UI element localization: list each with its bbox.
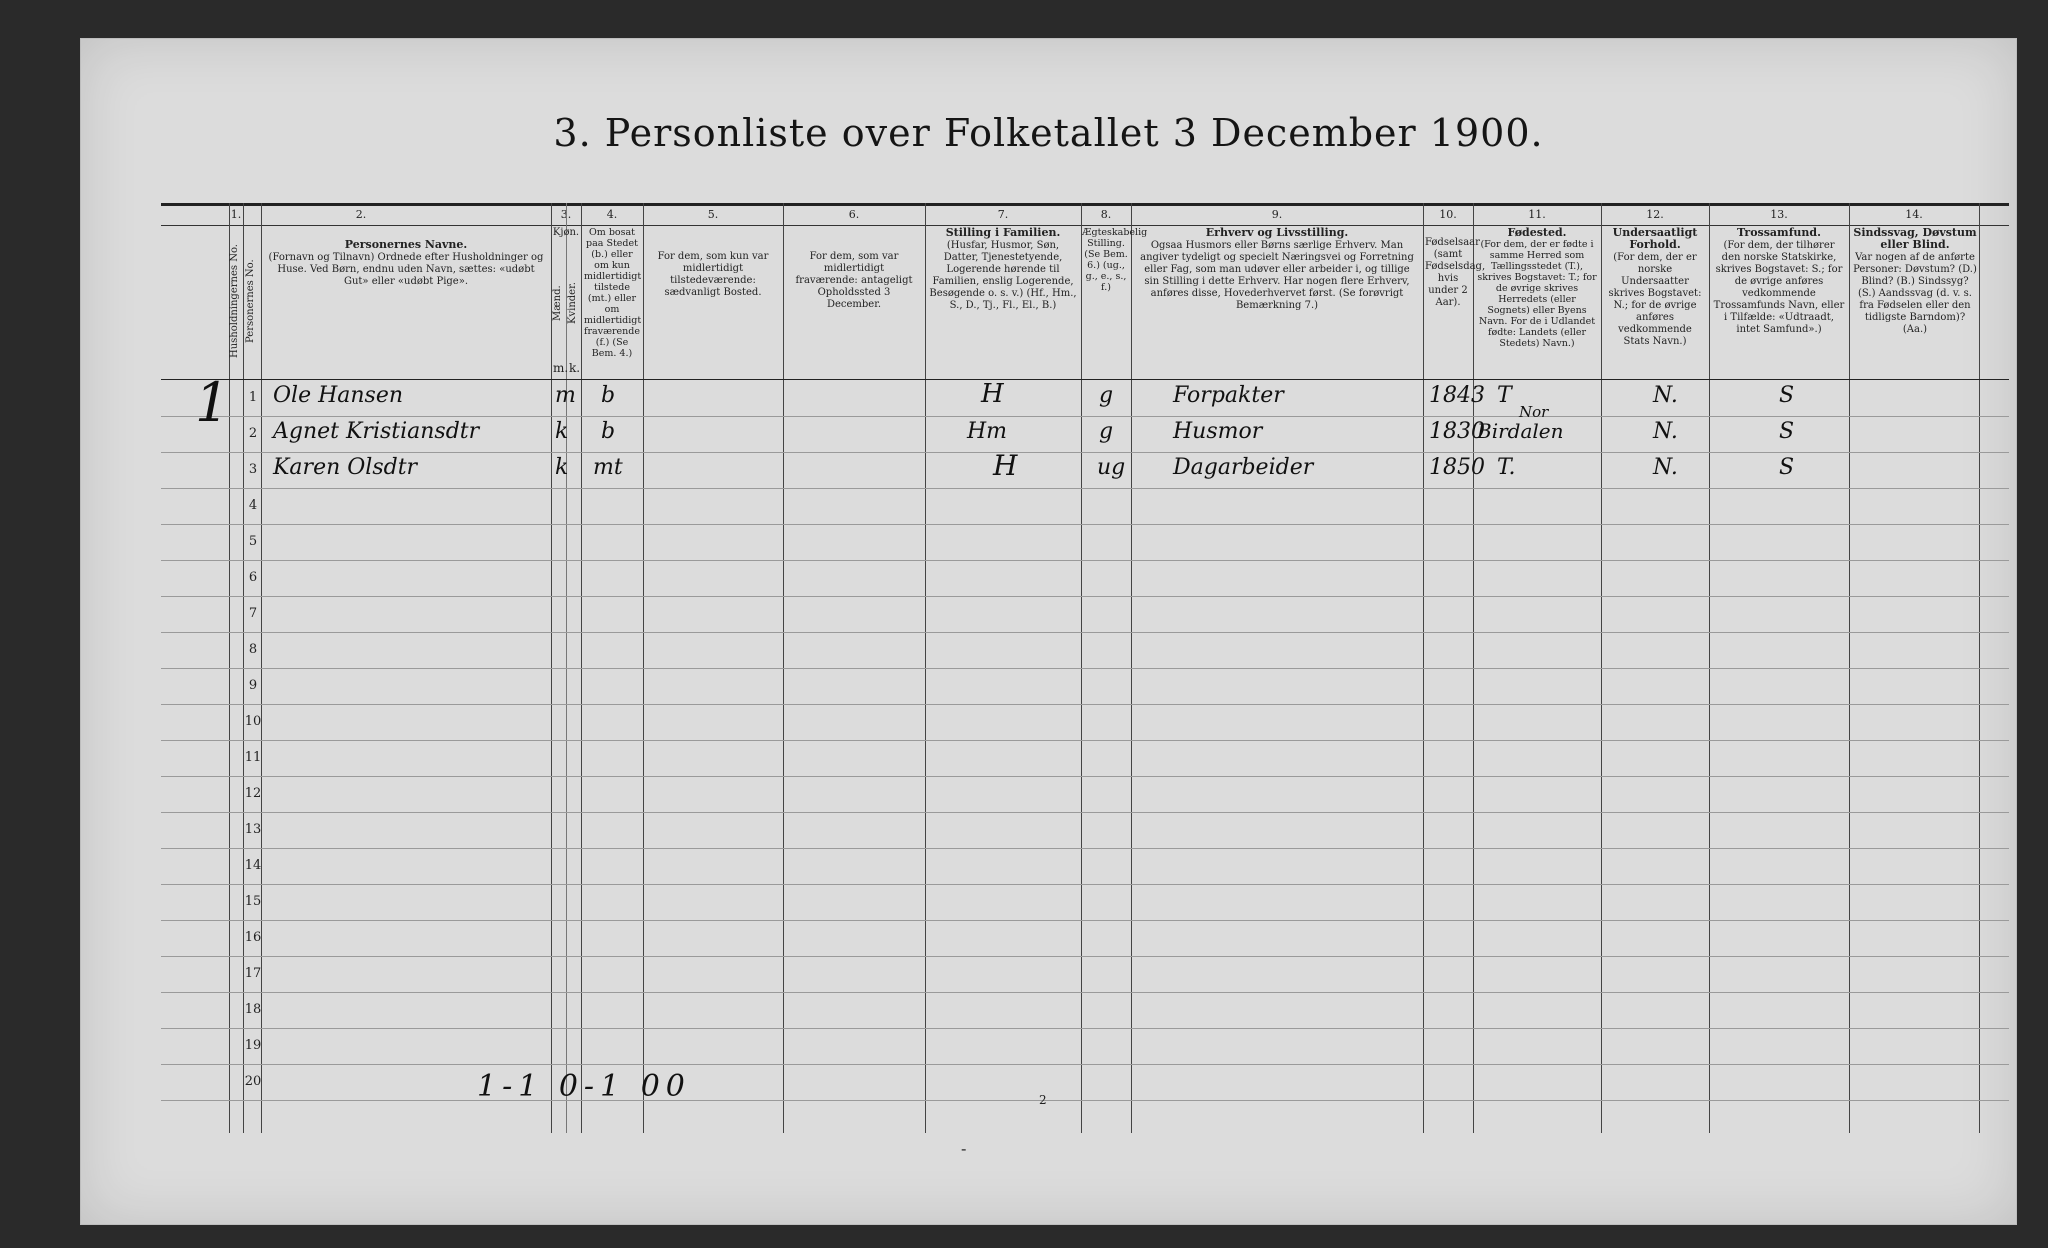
col-num-7: 7. xyxy=(997,208,1009,221)
col-num-6: 6. xyxy=(848,208,860,221)
person-1-birth-year: 1843 xyxy=(1429,383,1485,408)
header-family-title: Stilling i Familien. xyxy=(945,226,1061,239)
person-2-birth-year: 1830 xyxy=(1429,419,1485,444)
header-residence: Om bosat paa Stedet (b.) eller om kun midlertidigt tilstede (mt.) eller om midlertidigt fraværende (f.) (Se Bem. 4.) xyxy=(584,227,642,359)
person-2-name: Agnet Kristiansdtr xyxy=(273,419,480,444)
header-person-no: Personernes No. xyxy=(245,259,256,343)
row-number: 3 xyxy=(248,462,258,477)
person-2-sex: k xyxy=(555,419,569,444)
tally-marks: 1-1 0-1 00 xyxy=(477,1069,691,1104)
table-row xyxy=(161,704,2009,741)
row-number: 18 xyxy=(244,1002,262,1017)
person-2-birthplace-note: Nor xyxy=(1519,403,1549,421)
person-1-marital: g xyxy=(1099,383,1114,408)
person-3-residence: mt xyxy=(593,455,623,480)
header-sex-male: Mænd. xyxy=(552,285,563,321)
row-number: 8 xyxy=(248,642,258,657)
person-2-marital: g xyxy=(1099,419,1114,444)
row-number: 1 xyxy=(248,390,258,405)
col-num-8: 8. xyxy=(1100,208,1112,221)
row-number: 2 xyxy=(248,426,258,441)
row-number: 13 xyxy=(244,822,262,837)
person-3-name: Karen Olsdtr xyxy=(273,455,418,480)
header-disability-body: Var nogen af de anførte Personer: Døvstum? (D.) Blind? (B.) Sindssyg? (S.) Aandssvag (d. v. s. fra Fødselen eller den tidligste Barndom)? (Aa.) xyxy=(1853,252,1977,335)
table-row xyxy=(161,920,2009,957)
table-row xyxy=(161,776,2009,813)
table-row xyxy=(161,524,2009,561)
table-row xyxy=(161,812,2009,849)
header-faith-body: (For dem, der tilhører den norske Statskirke, skrives Bogstavet: S.; for de øvrige anføres vedkommende Trossamfunds Navn, eller i Tilfælde: «Udtraadt, intet Samfund».) xyxy=(1713,240,1845,335)
table-row xyxy=(161,848,2009,885)
person-3-birth-year: 1850 xyxy=(1429,455,1485,480)
header-absent-location: For dem, som var midlertidigt fraværende: antageligt Opholdssted 3 December. xyxy=(795,251,913,310)
table-row xyxy=(161,740,2009,777)
header-family-position xyxy=(929,227,1077,377)
person-1-faith: S xyxy=(1779,383,1795,408)
table-row xyxy=(161,380,2009,417)
census-table xyxy=(161,203,2009,1133)
header-birthplace-body: (For dem, der er fødte i samme Herred som Tællingsstedet (T.), skrives Bogstavet: T.; for de øvrige skrives Herredets (eller Sognets) eller Byens Navn. For de i Udlandet fødte: Landets (eller Stedets) Navn.) xyxy=(1477,239,1597,349)
header-occupation-body: Ogsaa Husmors eller Børns særlige Erhverv. Man angiver tydeligt og specielt Næringsvei og Forretning eller Fag, som man udøver eller arbeider i, og tillige sin Stilling i dette Erhverv. Har nogen flere Erhverv, anføres disse, Hovederhvervet først. (Se forøvrigt Bemærkning 7.) xyxy=(1140,240,1414,311)
col-num-13: 13. xyxy=(1770,208,1788,221)
person-2-faith: S xyxy=(1779,419,1795,444)
table-row xyxy=(161,560,2009,597)
row-number: 9 xyxy=(248,678,258,693)
header-occupation-title: Erhverv og Livsstilling. xyxy=(1205,226,1349,239)
header-names-body: (Fornavn og Tilnavn) Ordnede efter Husholdninger og Huse. Ved Børn, endnu uden Navn, sættes: «udøbt Gut» eller «udøbt Pige». xyxy=(268,252,544,287)
header-birth-year: Fødselsaar (samt Fødselsdag, hvis under 2 Aar). xyxy=(1425,237,1486,308)
person-3-faith: S xyxy=(1779,455,1795,480)
table-row xyxy=(161,956,2009,993)
person-2-birthplace: Birdalen xyxy=(1477,419,1564,443)
header-birthplace-title: Fødested. xyxy=(1507,226,1567,239)
person-3-citizenship: N. xyxy=(1653,455,1678,480)
person-3-occupation: Dagarbeider xyxy=(1173,455,1314,480)
person-1-name: Ole Hansen xyxy=(273,383,404,408)
col-num-4: 4. xyxy=(606,208,618,221)
col-num-2: 2. xyxy=(355,208,367,221)
header-sex: Kjøn. xyxy=(552,227,580,238)
table-row xyxy=(161,632,2009,669)
header-citizenship xyxy=(1605,227,1705,377)
row-number: 11 xyxy=(244,750,262,765)
person-1-family: H xyxy=(981,379,1004,409)
header-family-body: (Husfar, Husmor, Søn, Datter, Tjenestetyende, Logerende hørende til Familien, enslig Logerende, Besøgende o. s. v.) (Hf., Hm., S., D., Tj., Fl., El., B.) xyxy=(929,240,1077,311)
row-number: 17 xyxy=(244,966,262,981)
header-marital-body: (Se Bem. 6.) (ug., g., e., s., f.) xyxy=(1084,249,1128,293)
row-number: 6 xyxy=(248,570,258,585)
col-num-10: 10. xyxy=(1439,208,1457,221)
header-citizenship-title: Undersaatligt Forhold. xyxy=(1612,226,1698,251)
table-row xyxy=(161,1064,2009,1101)
header-disability-title: Sindssvag, Døvstum eller Blind. xyxy=(1853,226,1977,251)
page-number: 2 xyxy=(1039,1093,1047,1107)
row-number: 20 xyxy=(244,1074,262,1089)
row-number: 12 xyxy=(244,786,262,801)
table-row xyxy=(161,668,2009,705)
person-2-occupation: Husmor xyxy=(1173,419,1263,444)
header-occupation xyxy=(1137,227,1417,377)
col-num-14: 14. xyxy=(1905,208,1923,221)
person-3-sex: k xyxy=(555,455,569,480)
household-number-mark: 1 xyxy=(195,371,230,434)
header-sex-female: Kvinder. xyxy=(567,282,578,324)
col-num-12: 12. xyxy=(1646,208,1664,221)
row-number: 5 xyxy=(248,534,258,549)
table-row xyxy=(161,992,2009,1029)
header-sex-k: k. xyxy=(569,361,581,375)
row-number: 7 xyxy=(248,606,258,621)
table-row xyxy=(161,488,2009,525)
census-form-sheet xyxy=(80,38,2017,1225)
header-citizenship-body: (For dem, der er norske Undersaatter skrives Bogstavet: N.; for de øvrige anføres vedkommende Stats Navn.) xyxy=(1608,252,1702,347)
column-number-row xyxy=(161,206,2009,226)
table-row xyxy=(161,884,2009,921)
person-1-sex: m xyxy=(555,383,576,408)
header-household-no: Husholdningernes No. xyxy=(229,244,240,358)
header-disability xyxy=(1853,227,1977,377)
person-1-citizenship: N. xyxy=(1653,383,1678,408)
person-1-birthplace: T xyxy=(1497,383,1512,408)
header-marital-title: Ægteskabelig Stilling. xyxy=(1082,227,1148,249)
person-2-family: Hm xyxy=(967,419,1008,444)
header-names-title: Personernes Navne. xyxy=(344,238,468,251)
person-1-occupation: Forpakter xyxy=(1173,383,1284,408)
col-num-11: 11. xyxy=(1528,208,1546,221)
header-birthplace xyxy=(1477,227,1597,377)
person-2-residence: b xyxy=(601,419,616,444)
table-row xyxy=(161,452,2009,489)
header-sex-m: m. xyxy=(553,361,569,375)
stray-mark: - xyxy=(961,1139,967,1158)
person-3-birthplace: T. xyxy=(1497,455,1516,480)
form-title: 3. Personliste over Folketallet 3 December 1900. xyxy=(553,111,1544,155)
person-3-family: H xyxy=(993,449,1018,482)
col-num-1: 1. xyxy=(230,208,242,221)
header-faith xyxy=(1713,227,1845,377)
header-faith-title: Trossamfund. xyxy=(1737,226,1821,239)
col-num-3: 3. xyxy=(560,208,572,221)
row-number: 19 xyxy=(244,1038,262,1053)
person-3-marital: ug xyxy=(1097,455,1126,480)
col-num-5: 5. xyxy=(707,208,719,221)
header-usual-residence: For dem, som kun var midlertidigt tilstedeværende: sædvanligt Bosted. xyxy=(657,251,769,298)
row-number: 15 xyxy=(244,894,262,909)
header-names xyxy=(265,239,547,389)
row-number: 16 xyxy=(244,930,262,945)
table-row xyxy=(161,596,2009,633)
row-number: 10 xyxy=(244,714,262,729)
col-num-9: 9. xyxy=(1271,208,1283,221)
header-marital xyxy=(1082,227,1148,377)
person-1-residence: b xyxy=(601,383,616,408)
person-2-citizenship: N. xyxy=(1653,419,1678,444)
table-row xyxy=(161,1028,2009,1065)
row-number: 4 xyxy=(248,498,258,513)
row-number: 14 xyxy=(244,858,262,873)
